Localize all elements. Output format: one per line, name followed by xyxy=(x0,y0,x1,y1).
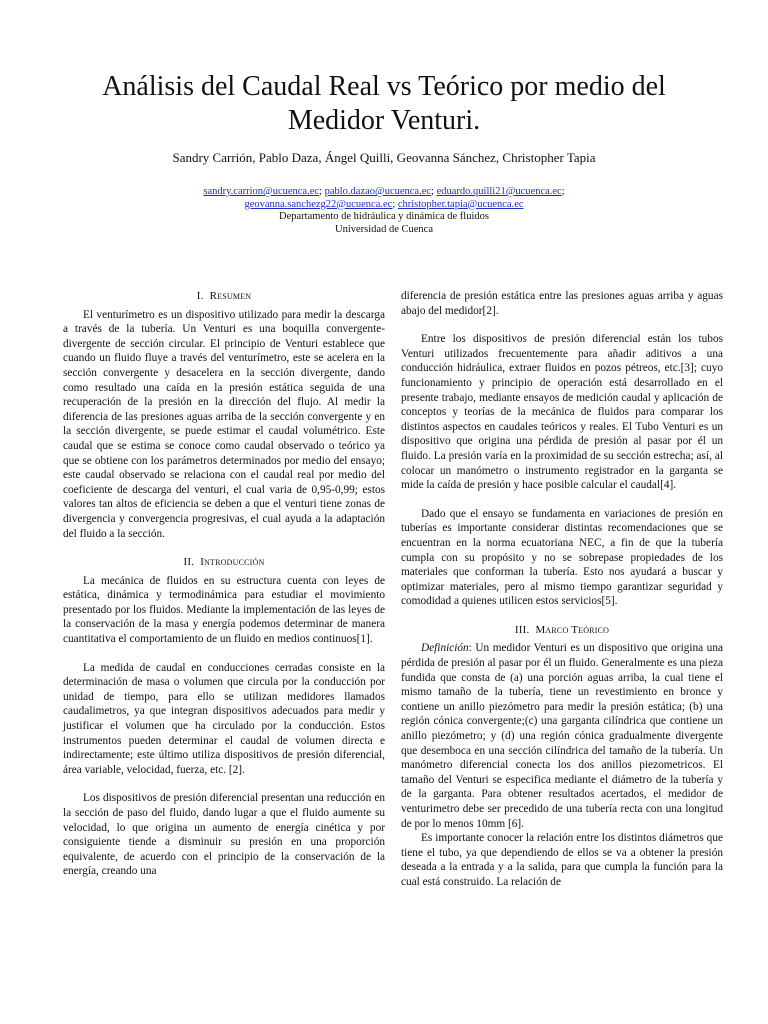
email-link-sanchez[interactable]: geovanna.sanchezg22@ucuenca.ec xyxy=(244,198,393,210)
authors: Sandry Carrión, Pablo Daza, Ángel Quilli, Geovanna Sánchez, Christopher Tapia xyxy=(172,150,596,165)
paragraph: Es importante conocer la relación entre los distintos diámetros que tiene el tubo, ya que dependiendo de ellos se va a obtener la presión deseada a la entrada y a la salida, para que cumpla la función para la cual está construido. La relación de xyxy=(401,832,723,888)
paragraph: Dado que el ensayo se fundamenta en variaciones de presión en tuberías es importante considerar distintas recomendaciones que se encuentran en la norma ecuatoriana NEC, a fin de que la tubería cumpla con su propósito y no se sobrepase propiedades de los materiales que conforman la tubería. Esto nos ayudará a buscar y optimizar materiales, pero al mismo tiempo garantizar seguridad y comodidad a quienes utilicen estos servicios[5]. xyxy=(401,507,723,608)
email-link-tapia[interactable]: christopher.tapia@ucuenca.ec xyxy=(397,198,524,210)
paragraph: Entre los dispositivos de presión diferencial están los tubos Venturi utilizados frecuentemente para añadir aditivos a una conducción hidráulica, extraer fluidos en pozos pétreos, etc.[3]; cuyo funcionamiento y principio de operación está desarrollado en el presente trabajo, mediante ensayos de medición caudal y aplicación de conceptos y teorías de la mecánica de fluidos para comparar los distintos aspectos en caudales teóricos y reales. El Tubo Venturi es un dispositivo que origina una pérdida de presión al pasar por él un fluido. La presión varía en la proximidad de su sección estrecha; así, al colocar un manómetro o instrumento registrador en la garganta se mide la caída de presión y hace posible calcular el caudal[4]. xyxy=(401,333,723,492)
author-emails: sandry.carrion@ucuenca.ec; pablo.dazao@ucuenca.ec; eduardo.quilli21@ucuenca.ec; geovanna.sanchezg22@ucuenca.ec; christopher.tapia@ucuenca.ec Departamento de hidráulica y dinámica de fluidos Universidad de Cuenca xyxy=(60,186,708,236)
email-link-daza[interactable]: pablo.dazao@ucuenca.ec xyxy=(324,186,432,197)
section-heading-introduccion: II. Introducción xyxy=(183,556,265,569)
paragraph: diferencia de presión estática entre las presiones aguas arriba y aguas abajo del medidor[2]. xyxy=(401,290,723,317)
department: Departamento de hidráulica y dinámica de fluidos xyxy=(279,211,489,222)
paragraph: Definición: Un medidor Venturi es un dispositivo que origina una pérdida de presión al pasar por él un fluido. Generalmente es una pieza fundida que consta de (a) una porción aguas arriba, la cual tiene el mismo tamaño de la tubería, tiene un revestimiento en bronce y contiene un anillo piezómetro para medir la presión estática; (b) una región cónica convergente;(c) una garganta cilíndrica que contiene un anillo piezómetro; y (d) una región cónica gradualmente divergente que desemboca en una sección cilíndrica del tamaño de la tubería. Un manómetro diferencial conecta los dos anillos piezometricos. El tamaño del Venturi se especifica mediante el diámetro de la tubería y de la garganta. Para obtener resultados acertados, el medidor de venturimetro debe ser precedido de una tubería recta con una longitud de por lo menos 10mm [6]. xyxy=(401,642,723,830)
right-column xyxy=(401,289,723,890)
section-heading-marco-teorico: III. Marco Teórico xyxy=(514,623,610,636)
paragraph: La mecánica de fluidos en su estructura cuenta con leyes de estática, dinámica y termodinámica para estudiar el movimiento presentado por los fluidos. Mediante la implementación de las leyes de la conservación de la masa y energía podemos determinar de manera cuantitativa el comportamiento de un fluido en medios continuos[1]. xyxy=(63,574,385,646)
university: Universidad de Cuenca xyxy=(335,223,433,235)
paragraph: Los dispositivos de presión diferencial presentan una reducción en la sección de paso del fluido, dando lugar a que el fluido aumente su velocidad, lo que origina un aumento de energía cinética y por consiguiente tiende a disminuir su presión en una proporción equivalente, de acuerdo con el principio de la conservación de la energía, creando una xyxy=(63,792,385,878)
paper-title: Análisis del Caudal Real vs Teórico por medio del Medidor Venturi. xyxy=(102,71,666,136)
email-link-quilli[interactable]: eduardo.quilli21@ucuenca.ec xyxy=(436,186,562,197)
left-column xyxy=(63,289,385,879)
paragraph: La medida de caudal en conducciones cerradas consiste en la determinación de masa o volumen que circula por la conducción por unidad de tiempo, para ello se utilizan medidores llamados caudalimetros, ya que integran dispositivos adecuados para medir y justificar el volumen que ha circulado por la conducción. Estos instrumentos pueden determinar el caudal de volumen directa e indirectamente; este último utiliza dispositivos de presión diferencial, área variable, velocidad, fuerza, etc. [2]. xyxy=(63,661,385,776)
email-link-carrion[interactable]: sandry.carrion@ucuenca.ec xyxy=(203,186,320,197)
section-heading-resumen: I. Resumen xyxy=(196,290,252,302)
definition-label: Definición xyxy=(421,642,469,655)
paragraph: El venturímetro es un dispositivo utilizado para medir la descarga a través de la tubería. Un Venturi es una boquilla convergente-divergente de sección circular. El principio de Venturi establece que cuando un fluido fluye a través del venturímetro, este se acelera en la sección convergente y desacelera en la sección divergente, dando como resultado una caída en la presión estática seguida de una recuperación de la presión en la dirección del flujo. Al medir la diferencia de las presiones aguas arriba de la sección convergente y en la sección divergente, se puede estimar el caudal volumétrico. Este caudal que se estima se conoce como caudal observado o teórico ya que se obtiene con los parámetros determinados por medio del ensayo; este caudal observado se relaciona con el caudal real por medio del coeficiente de descarga del venturi, el cual varia de 0,95-0,99; estos valores tan altos de eficiencia se deben a que el venturi tiene zonas de divergencia y convergencia progresivas, el cual ayuda a la adaptación del fluido a la sección. xyxy=(63,308,385,540)
